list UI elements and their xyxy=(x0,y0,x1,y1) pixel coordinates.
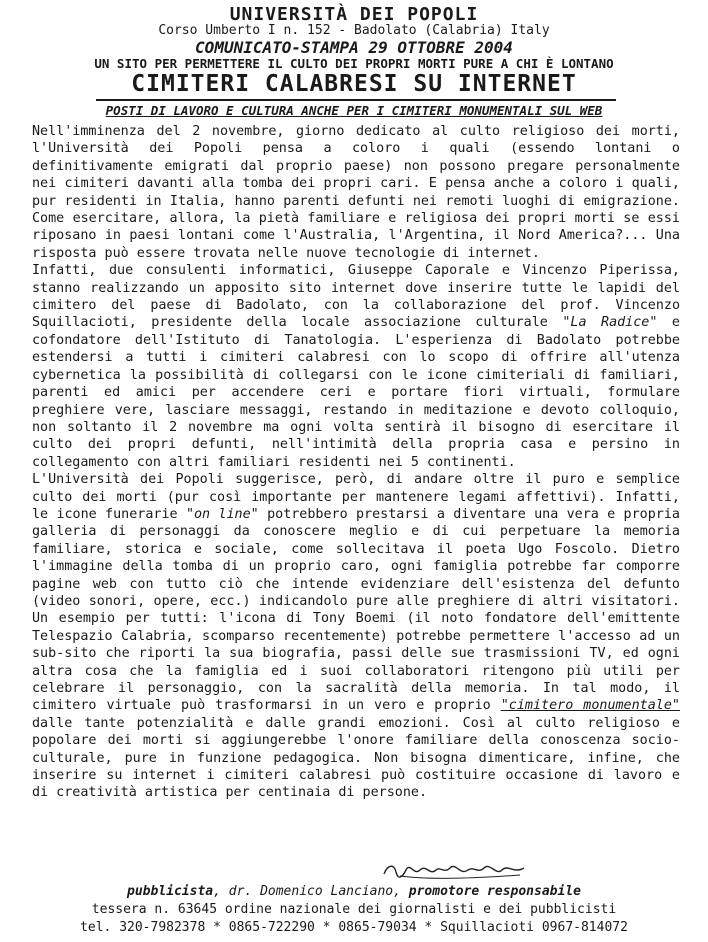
paragraph-2 xyxy=(32,262,680,471)
signer-line xyxy=(0,884,708,899)
release-date-line: COMUNICATO-STAMPA 29 OTTOBRE 2004 xyxy=(195,38,513,57)
strapline: POSTI DI LAVORO E CULTURA ANCHE PER I CIMITERI MONUMENTALI SUL WEB xyxy=(105,103,603,118)
paragraph-3-text-b: potrebbero prestarsi a diventare una vera e propria galleria di personaggi da conoscere meglio e di cui perpetuare la memoria familiare, storica e sociale, come sollecitava il poeta Ugo Foscolo. Dietro l'immagine della tomba di un proprio caro, ogni famiglia potrebbe far comporre pagine web con tutto ciò che intende evidenziare dell'esistenza del defunto (video sonori, opere, ecc.) indicandolo pure alle preghiere di altri visitatori. Un esempio per tutti: l'icona di Tony Boemi (il noto fondatore dell'emittente Telespazio Calabria, scomparso recentemente) potrebbe permettere l'accesso ad un sub-sito che riporti la sua biografia, passi delle sue trasmissioni TV, ed ogni altra cosa che la famiglia ed i suoi collaboratori ritengono più utili per celebrare il personaggio, con la sacralità della memoria. In tal modo, il cimitero virtuale può trasformarsi in un vero e proprio xyxy=(32,506,680,714)
paragraph-1: Nell'imminenza del 2 novembre, giorno dedicato al culto religioso dei morti, l'Università dei Popoli pensa a coloro i quali (essendo lontani o definitivamente emigrati dal proprio paese) non possono pregare personalmente nei cimiteri davanti alla tomba dei propri cari. E pensa anche a coloro i quali, pur residenti in Italia, hanno parenti defunti nei remoti luoghi di emigrazione. Come esercitare, allora, la pietà familiare e religiosa dei propri morti se essi riposano in paesi lontani come l'Australia, l'Argentina, il Nord America?... Una risposta può essere trovata nelle nuove tecnologie di internet. xyxy=(32,124,680,261)
institution-address: Corso Umberto I n. 152 - Badolato (Calabria) Italy xyxy=(158,23,550,38)
association-name: "La Radice" xyxy=(562,315,658,331)
signer-prefix: pubblicista xyxy=(127,884,214,899)
on-line-phrase: "on line" xyxy=(185,506,259,522)
paragraph-2-text-b: e cofondatore dell'Istituto di Tanatologia. L'esperienza di Badolato potrebbe estendersi a tutti i cimiteri calabresi con lo scopo di offrire all'utenza cybernetica la possibilità di collegarsi con le icone cimiteriali di familiari, parenti ed amici per accendere ceri e portare fiori virtuali, formulare preghiere vere, lasciare messaggi, restando in meditazione e devoto colloquio, non soltanto il 2 novembre ma ogni volta sentirà il bisogno di esercitare il culto dei propri defunti, nell'intimità della propria casa e persino in collegamento con altri familiari residenti nei 5 continenti. xyxy=(32,315,680,470)
paragraph-3-text-c: dalle tante potenzialità e dalle grandi emozioni. Così al culto religioso e popolare dei morti si aggiungerebbe l'onore familiare della conoscenza socio-culturale, pure in funzione pedagogica. Non bisogna dimenticare, infine, che inserire su internet i cimiteri calabresi può costituire occasione di lavoro e di creatività artistica per centinaia di persone. xyxy=(32,715,680,801)
subheadline: UN SITO PER PERMETTERE IL CULTO DEI PROPRI MORTI PURE A CHI È LONTANO xyxy=(94,56,614,71)
signer-role: promotore responsabile xyxy=(408,884,581,899)
institution-name: UNIVERSITÀ DEI POPOLI xyxy=(229,4,479,25)
paragraph-2-text-a: Infatti, due consulenti informatici, Giuseppe Caporale e Vincenzo Piperissa, stanno realizzando un apposito sito internet dove inserire tutte le lapidi del cimitero del paese di Badolato, con la collaborazione del prof. Vincenzo Squillacioti, presidente della locale associazione culturale xyxy=(32,263,680,331)
paragraph-3 xyxy=(32,471,680,802)
paragraph-3-text-a: L'Università dei Popoli suggerisce, però, di andare oltre il puro e semplice culto dei morti (pur così importante per mantenere legami affettivi). Infatti, le icone funerarie xyxy=(32,472,680,522)
signer-name: , dr. Domenico Lanciano, xyxy=(213,884,409,899)
monumental-cemetery-phrase: "cimitero monumentale" xyxy=(500,698,680,714)
handwritten-signature xyxy=(380,858,530,882)
phone-line: tel. 320-7982378 * 0865-722290 * 0865-79034 * Squillacioti 0967-814072 xyxy=(80,920,628,935)
page-title: CIMITERI CALABRESI SU INTERNET xyxy=(131,71,577,97)
membership-line: tessera n. 63645 ordine nazionale dei giornalisti e dei pubblicisti xyxy=(91,902,617,917)
article-body xyxy=(32,123,680,802)
title-underline xyxy=(96,99,616,101)
